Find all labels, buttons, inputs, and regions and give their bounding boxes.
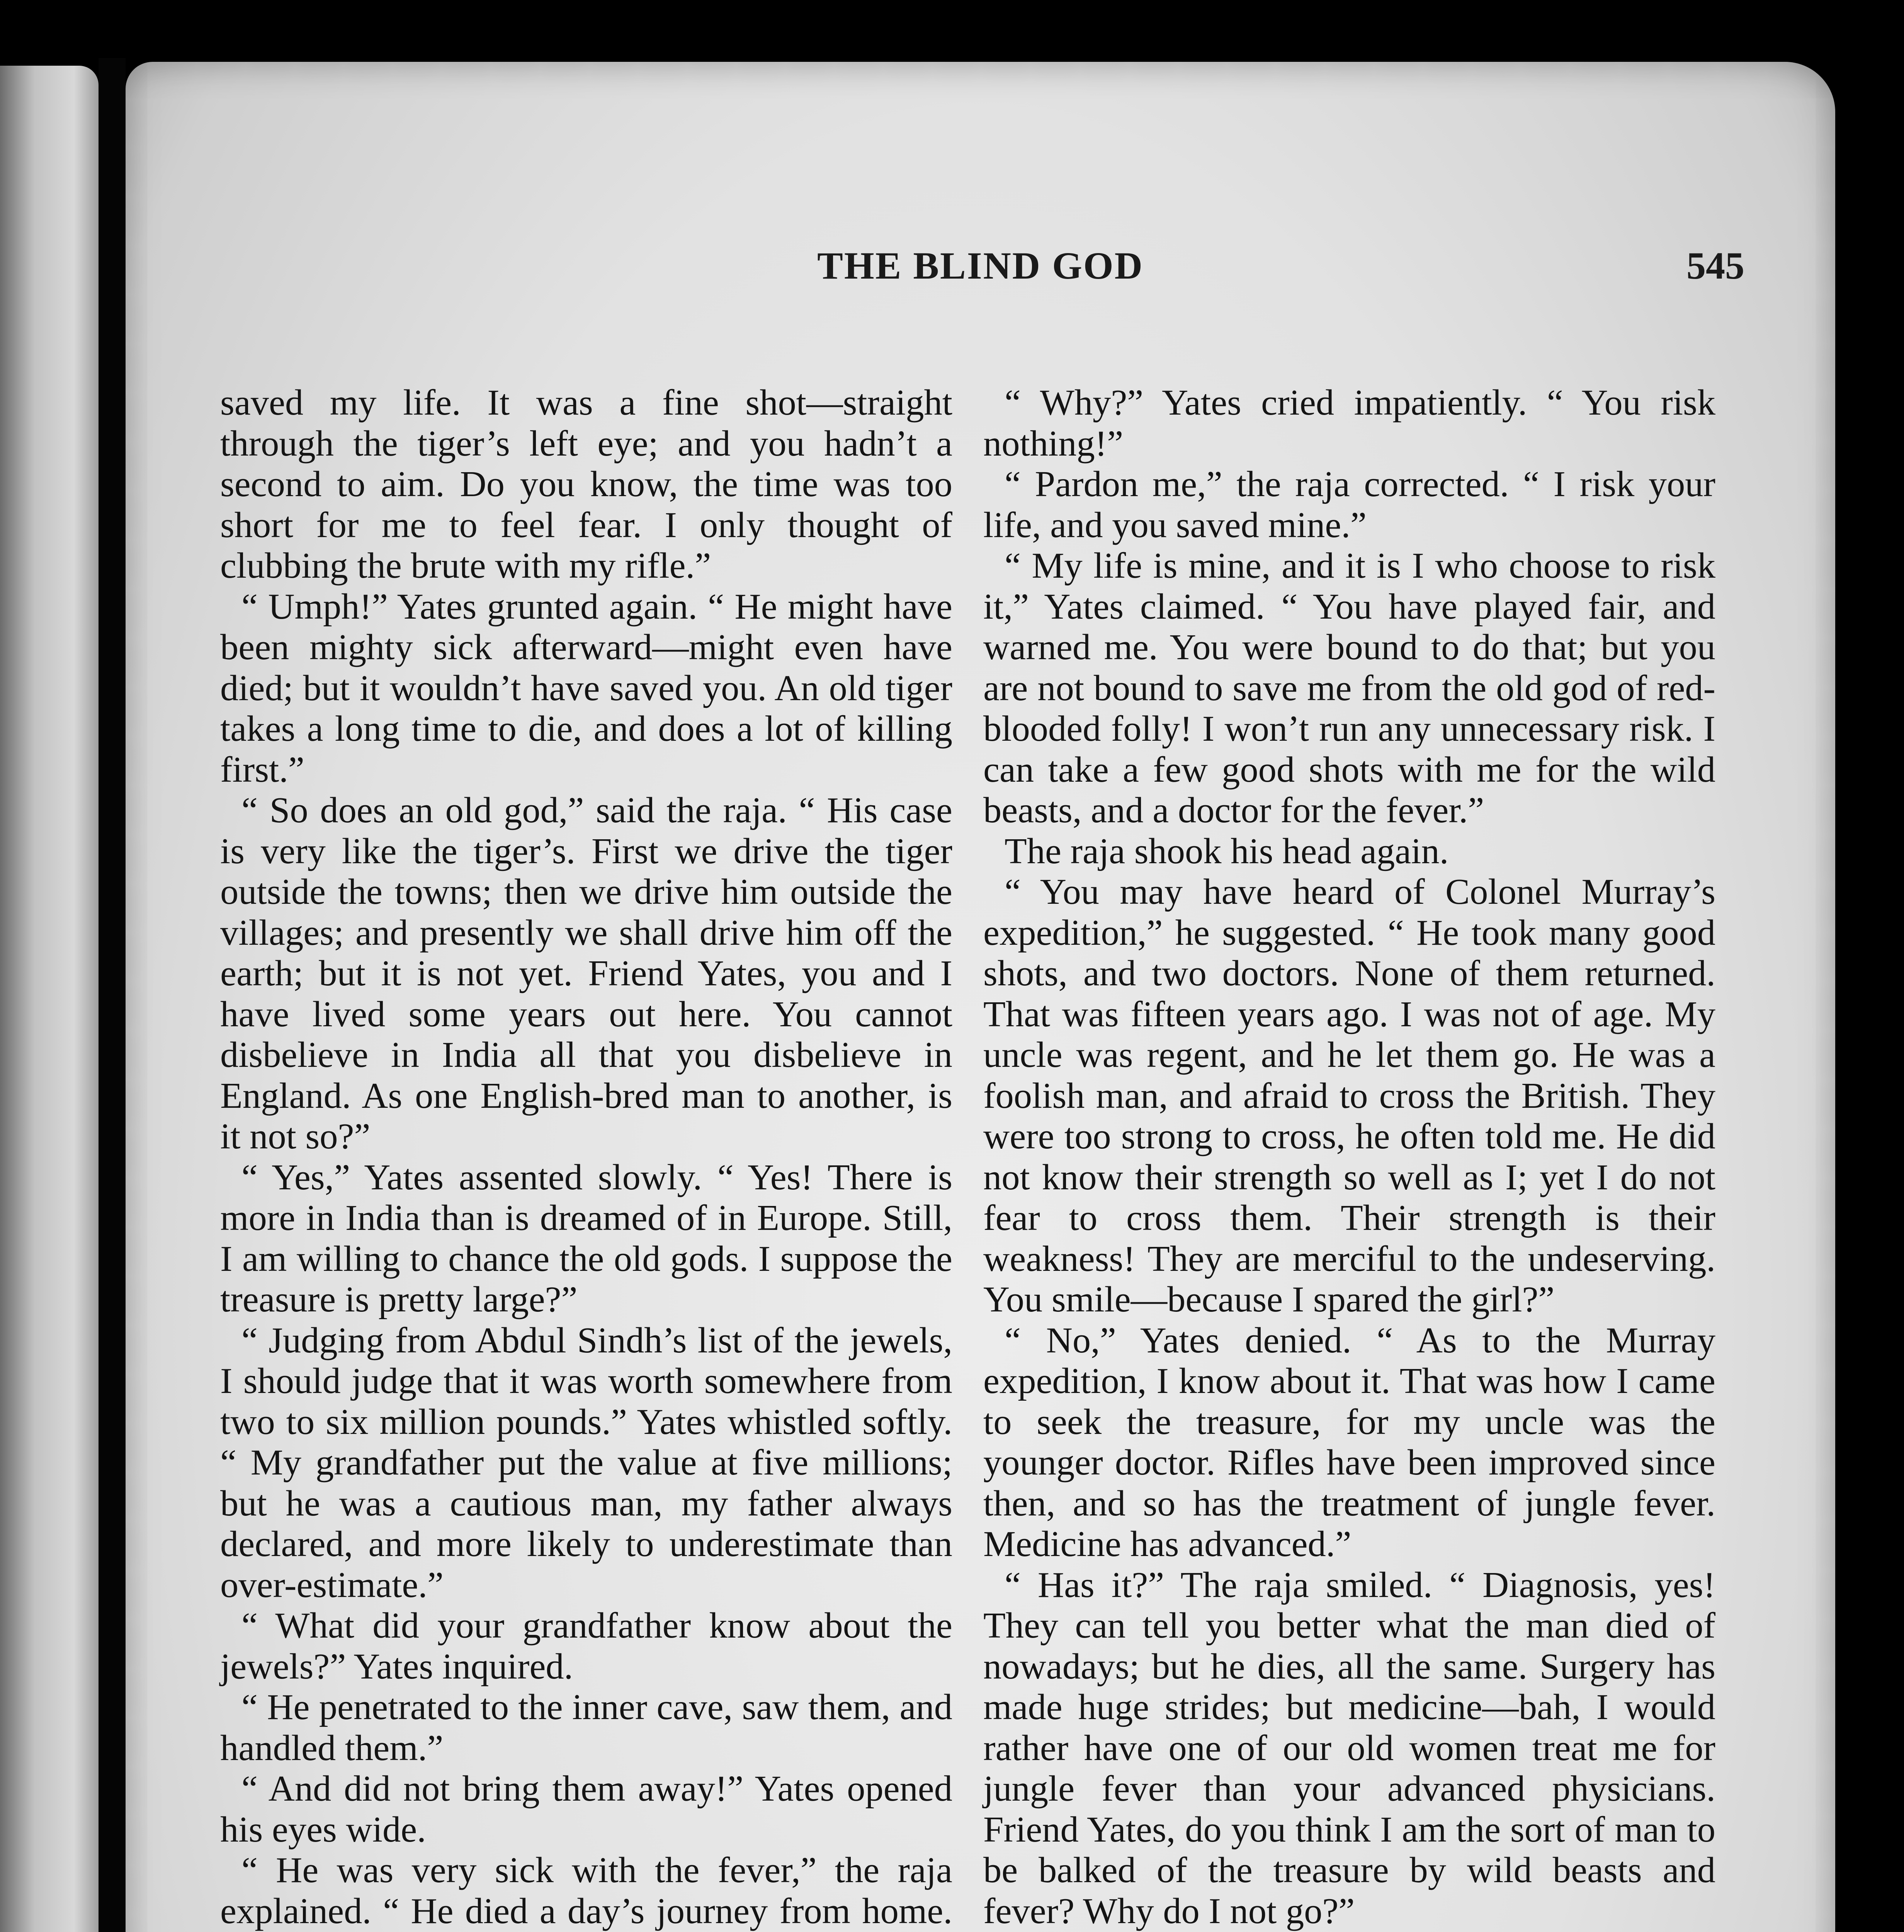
paragraph: “ Pardon me,” the raja corrected. “ I risk your life, and you saved mine.”	[983, 464, 1715, 545]
paragraph: “ You may have heard of Colonel Murray’s expedition,” he suggested. “ He took many good shots, and two doctors. None of them returned. That was fifteen years ago. I was not of age. My uncle was regent, and he let them go. He was a foolish man, and afraid to cross the British. They were too strong to cross, he often told me. He did not know their strength so well as I; yet I do not fear to cross them. Their strength is their weakness! They are merciful to the undeserving. You smile—because I spared the girl?”	[983, 872, 1715, 1320]
paragraph: “ Has it?” The raja smiled. “ Diagnosis, yes! They can tell you better what the man died of nowadays; but he dies, all the same. Surgery has made huge strides; but medicine—bah, I would rather have one of our old women treat me for jungle fever than your advanced physicians. Friend Yates, do you think I am the sort of man to be balked of the treasure by wild beasts and fever? Why do I not go?”	[983, 1565, 1715, 1931]
running-head	[126, 243, 1835, 294]
paragraph: “ Judging from Abdul Sindh’s list of the jewels, I should judge that it was worth somewhere from two to six million pounds.” Yates whistled softly. “ My grandfather put the value at five millions; but he was a cautious man, my father always declared, and more likely to underestimate than over-estimate.”	[220, 1320, 952, 1605]
paragraph: “ No,” Yates denied. “ As to the Murray expedition, I know about it. That was how I came to seek the treasure, for my uncle was the younger doctor. Rifles have been improved since then, and so has the treatment of jungle fever. Medicine has advanced.”	[983, 1320, 1715, 1564]
text-column-right	[983, 383, 1715, 1932]
paragraph: “ And did not bring them away!” Yates opened his eyes wide.	[220, 1769, 952, 1850]
paragraph: “ He was very sick with the fever,” the raja explained. “ He died a day’s journey from home.	[220, 1850, 952, 1931]
text-column-left	[220, 383, 952, 1932]
running-head-title: THE BLIND GOD	[817, 244, 1144, 287]
paragraph: “ Yes,” Yates assented slowly. “ Yes! There is more in India than is dreamed of in Europe. Still, I am willing to chance the old gods. I suppose the treasure is pretty large?”	[220, 1157, 952, 1320]
paragraph: “ Why?” Yates cried impatiently. “ You risk nothing!”	[983, 383, 1715, 464]
paragraph: The raja shook his head again.	[1005, 831, 1449, 871]
paragraph: “ What did your grandfather know about the jewels?” Yates inquired.	[220, 1605, 952, 1687]
paragraph: “ My life is mine, and it is I who choose to risk it,” Yates claimed. “ You have played fair, and warned me. You were bound to do that; but you are not bound to save me from the old god of red-blooded folly! I won’t run any unnecessary risk. I can take a few good shots with me for the wild beasts, and a doctor for the fever.”	[983, 546, 1715, 830]
page-number: 545	[1686, 244, 1744, 287]
paragraph: saved my life. It was a fine shot—straight through the tiger’s left eye; and you hadn’t a second to aim. Do you know, the time was too short for me to feel fear. I only thought of clubbing the brute with my rifle.”	[220, 383, 952, 586]
paragraph: “ He penetrated to the inner cave, saw them, and handled them.”	[220, 1687, 952, 1768]
book-page	[126, 62, 1835, 1932]
facing-page-edge	[0, 66, 99, 1932]
paragraph: “ Umph!” Yates grunted again. “ He might have been mighty sick afterward—might even have died; but it wouldn’t have saved you. An old tiger takes a long time to die, and does a lot of killing first.”	[220, 586, 952, 790]
book-gutter	[99, 58, 126, 1932]
paragraph: “ So does an old god,” said the raja. “ His case is very like the tiger’s. First we drive the tiger outside the towns; then we drive him outside the villages; and presently we shall drive him off the earth; but it is not yet. Friend Yates, you and I have lived some years out here. You cannot disbelieve in India all that you disbelieve in England. As one English-bred man to another, is it not so?”	[220, 790, 952, 1156]
